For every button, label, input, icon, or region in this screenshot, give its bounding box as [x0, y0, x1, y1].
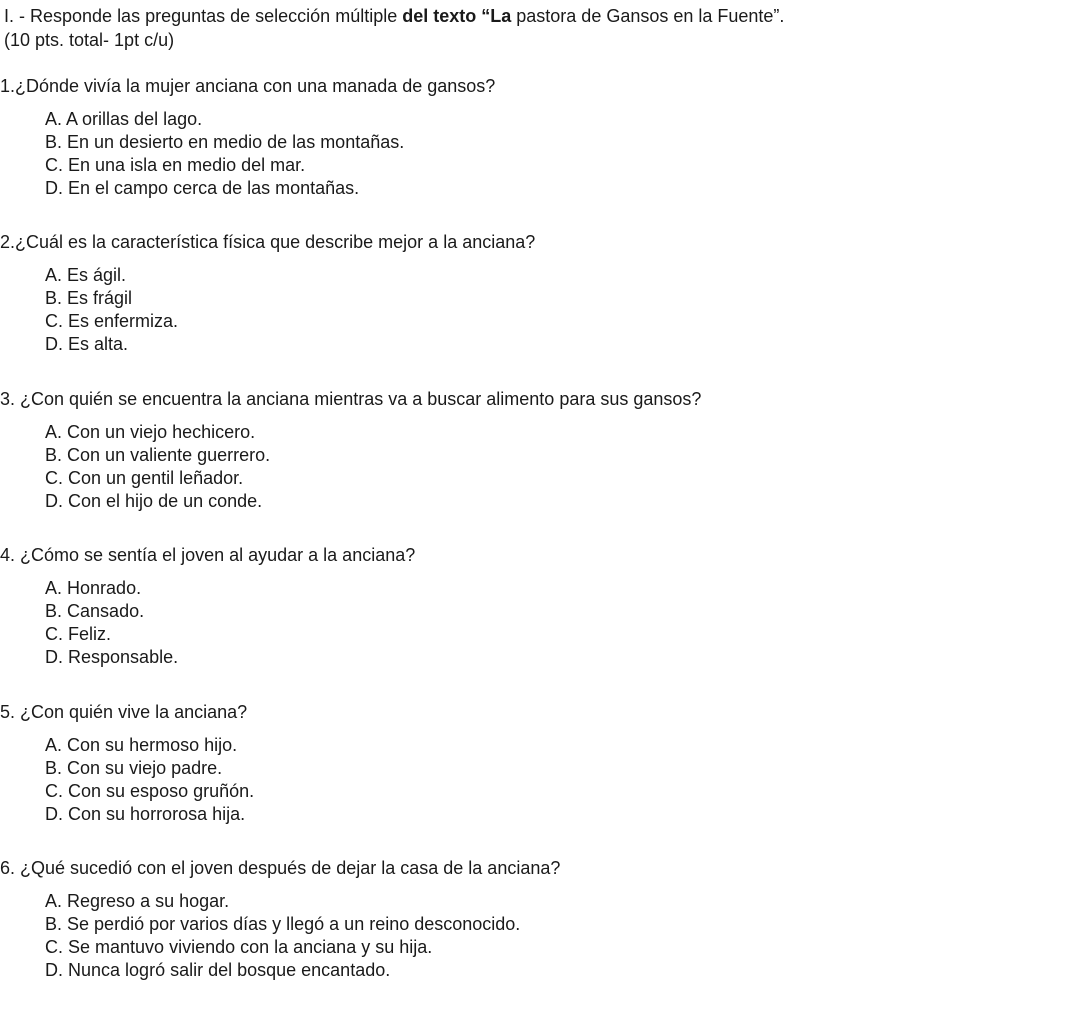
option-letter: A. — [45, 422, 63, 442]
question-3 — [0, 387, 1045, 513]
option-a[interactable] — [45, 264, 1045, 287]
option-letter: D. — [45, 960, 63, 980]
instructions-header — [4, 4, 1064, 52]
option-c[interactable] — [45, 467, 1045, 490]
option-text: Se mantuvo viviendo con la anciana y su hija. — [68, 937, 433, 957]
option-a[interactable] — [45, 577, 1045, 600]
instructions-bold-title: del texto “La — [402, 6, 512, 26]
option-letter: D. — [45, 178, 63, 198]
option-text: Con su hermoso hijo. — [67, 735, 238, 755]
option-b[interactable] — [45, 131, 1045, 154]
question-text: 6. ¿Qué sucedió con el joven después de dejar la casa de la anciana? — [0, 858, 561, 878]
option-letter: A. — [45, 735, 63, 755]
options-list — [45, 264, 1045, 356]
option-b[interactable] — [45, 757, 1045, 780]
question-text: 2.¿Cuál es la característica física que describe mejor a la anciana? — [0, 232, 536, 252]
question-text: 5. ¿Con quién vive la anciana? — [0, 702, 248, 722]
option-letter: B. — [45, 445, 63, 465]
option-letter: D. — [45, 804, 63, 824]
option-letter: B. — [45, 132, 63, 152]
option-text: Con el hijo de un conde. — [68, 491, 263, 511]
option-text: A orillas del lago. — [66, 109, 203, 129]
option-letter: A. — [45, 891, 63, 911]
option-text: En una isla en medio del mar. — [68, 155, 306, 175]
option-text: Honrado. — [67, 578, 142, 598]
instructions-prefix: I. - Responde las preguntas de selección múltiple — [4, 6, 403, 26]
option-letter: A. — [45, 265, 63, 285]
option-letter: C. — [45, 468, 63, 488]
option-d[interactable] — [45, 803, 1045, 826]
option-text: Es frágil — [67, 288, 133, 308]
options-list — [45, 421, 1045, 513]
option-b[interactable] — [45, 444, 1045, 467]
option-letter: D. — [45, 334, 63, 354]
option-letter: D. — [45, 647, 63, 667]
option-d[interactable] — [45, 959, 1045, 982]
question-text: 4. ¿Cómo se sentía el joven al ayudar a la anciana? — [0, 545, 416, 565]
option-letter: B. — [45, 758, 63, 778]
option-text: Feliz. — [68, 624, 112, 644]
option-text: Nunca logró salir del bosque encantado. — [68, 960, 391, 980]
option-letter: D. — [45, 491, 63, 511]
instructions-line — [4, 4, 1064, 28]
instructions-suffix: pastora de Gansos en la Fuente”. — [511, 6, 785, 26]
option-text: Con su horrorosa hija. — [68, 804, 246, 824]
option-letter: C. — [45, 937, 63, 957]
option-text: Con su esposo gruñón. — [68, 781, 255, 801]
option-a[interactable] — [45, 890, 1045, 913]
option-b[interactable] — [45, 913, 1045, 936]
options-list — [45, 890, 1045, 982]
option-d[interactable] — [45, 177, 1045, 200]
option-text: Con su viejo padre. — [67, 758, 223, 778]
option-text: Responsable. — [68, 647, 179, 667]
option-text: Con un viejo hechicero. — [67, 422, 256, 442]
option-letter: C. — [45, 311, 63, 331]
option-d[interactable] — [45, 333, 1045, 356]
question-6 — [0, 856, 1045, 982]
options-list — [45, 577, 1045, 669]
question-text: 3. ¿Con quién se encuentra la anciana mientras va a buscar alimento para sus gansos? — [0, 389, 702, 409]
option-c[interactable] — [45, 310, 1045, 333]
option-text: En el campo cerca de las montañas. — [68, 178, 360, 198]
option-text: Es ágil. — [67, 265, 127, 285]
options-list — [45, 108, 1045, 200]
option-text: Es enfermiza. — [68, 311, 179, 331]
option-d[interactable] — [45, 646, 1045, 669]
option-letter: A. — [45, 109, 63, 129]
options-list — [45, 734, 1045, 826]
option-letter: C. — [45, 624, 63, 644]
option-c[interactable] — [45, 623, 1045, 646]
option-b[interactable] — [45, 287, 1045, 310]
option-letter: A. — [45, 578, 63, 598]
option-letter: C. — [45, 155, 63, 175]
question-text: 1.¿Dónde vivía la mujer anciana con una manada de gansos? — [0, 76, 496, 96]
option-a[interactable] — [45, 108, 1045, 131]
question-5 — [0, 700, 1045, 826]
option-text: Cansado. — [67, 601, 145, 621]
option-text: Con un gentil leñador. — [68, 468, 244, 488]
option-text: En un desierto en medio de las montañas. — [67, 132, 405, 152]
option-c[interactable] — [45, 154, 1045, 177]
option-c[interactable] — [45, 936, 1045, 959]
option-letter: B. — [45, 288, 63, 308]
question-4 — [0, 543, 1045, 669]
option-text: Se perdió por varios días y llegó a un reino desconocido. — [67, 914, 521, 934]
option-text: Regreso a su hogar. — [67, 891, 230, 911]
option-text: Con un valiente guerrero. — [67, 445, 271, 465]
option-b[interactable] — [45, 600, 1045, 623]
option-d[interactable] — [45, 490, 1045, 513]
question-2 — [0, 230, 1045, 356]
option-letter: B. — [45, 914, 63, 934]
option-letter: C. — [45, 781, 63, 801]
option-a[interactable] — [45, 421, 1045, 444]
option-text: Es alta. — [68, 334, 129, 354]
option-c[interactable] — [45, 780, 1045, 803]
option-letter: B. — [45, 601, 63, 621]
question-1 — [0, 74, 1045, 200]
points-line: (10 pts. total- 1pt c/u) — [4, 30, 175, 50]
option-a[interactable] — [45, 734, 1045, 757]
